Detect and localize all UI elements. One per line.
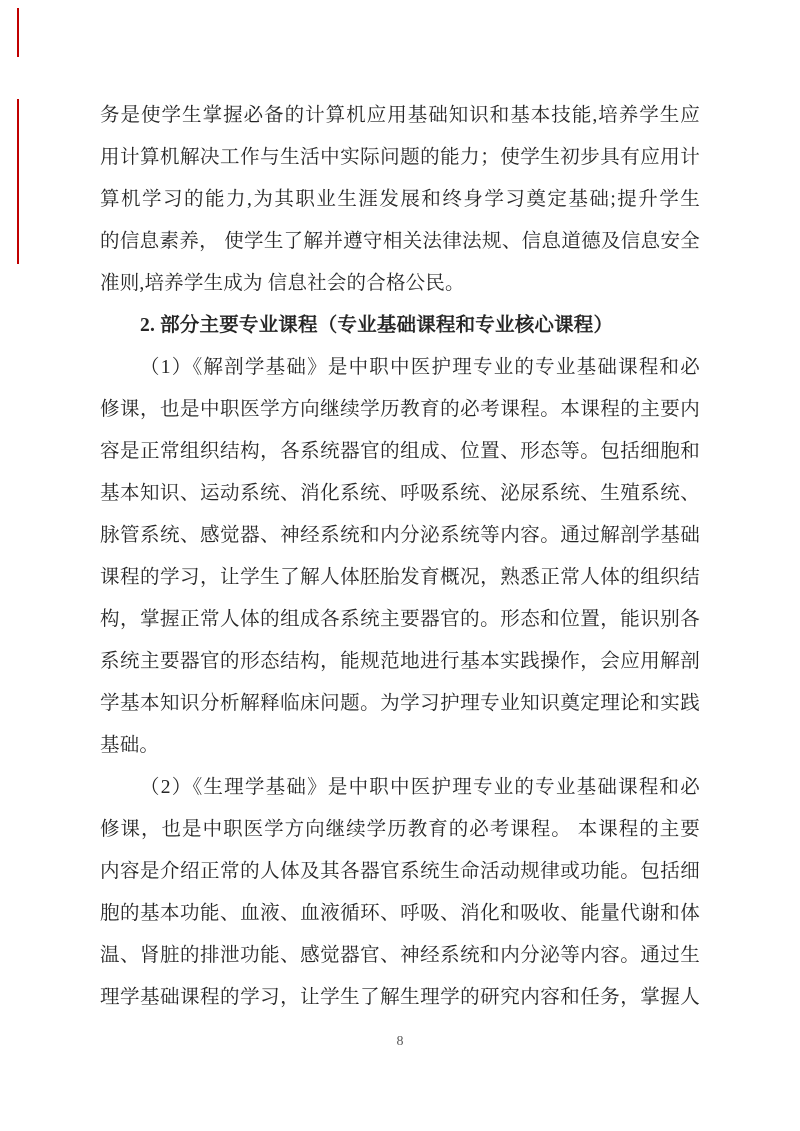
text-line: 的信息素养， 使学生了解并遵守相关法律法规、信息道德及信息安全: [100, 231, 700, 252]
text-line: （1）《解剖学基础》是中职中医护理专业的专业基础课程和必: [140, 357, 700, 378]
text-line: 修课，也是中职医学方向继续学历教育的必考课程。本课程的主要内: [100, 399, 700, 420]
text-line: 用计算机解决工作与生活中实际问题的能力；使学生初步具有应用计: [100, 147, 700, 168]
section-heading: 2. 部分主要专业课程（专业基础课程和专业核心课程）: [140, 315, 614, 336]
text-line: 构，掌握正常人体的组成各系统主要器官的。形态和位置，能识别各: [100, 609, 700, 630]
text-line: 理学基础课程的学习，让学生了解生理学的研究内容和任务，掌握人: [100, 987, 700, 1008]
text-line: 修课，也是中职医学方向继续学历教育的必考课程。 本课程的主要: [100, 819, 700, 840]
revision-change-bar: [17, 99, 19, 264]
text-line: 胞的基本功能、血液、血液循环、呼吸、消化和吸收、能量代谢和体: [100, 903, 700, 924]
text-line: 学基本知识分析解释临床问题。为学习护理专业知识奠定理论和实践: [100, 693, 700, 714]
text-line: 准则,培养学生成为 信息社会的合格公民。: [100, 273, 465, 294]
text-line: 脉管系统、感觉器、神经系统和内分泌系统等内容。通过解剖学基础: [100, 525, 700, 546]
page-body: [100, 95, 700, 1019]
text-line: 内容是介绍正常的人体及其各器官系统生命活动规律或功能。包括细: [100, 861, 700, 882]
text-line: （2）《生理学基础》是中职中医护理专业的专业基础课程和必: [140, 777, 700, 798]
text-line: 务是使学生掌握必备的计算机应用基础知识和基本技能,培养学生应: [100, 105, 700, 126]
revision-change-bar: [17, 8, 19, 57]
text-line: 算机学习的能力,为其职业生涯发展和终身学习奠定基础;提升学生: [100, 189, 700, 210]
text-line: 基础。: [100, 735, 160, 756]
text-line: 基本知识、运动系统、消化系统、呼吸系统、泌尿系统、生殖系统、: [100, 483, 700, 504]
page-number: 8: [396, 1034, 404, 1049]
text-line: 系统主要器官的形态结构，能规范地进行基本实践操作，会应用解剖: [100, 651, 700, 672]
text-line: 容是正常组织结构，各系统器官的组成、位置、形态等。包括细胞和: [100, 441, 700, 462]
text-line: 温、肾脏的排泄功能、感觉器官、神经系统和内分泌等内容。通过生: [100, 945, 700, 966]
text-line: 课程的学习，让学生了解人体胚胎发育概况，熟悉正常人体的组织结: [100, 567, 700, 588]
